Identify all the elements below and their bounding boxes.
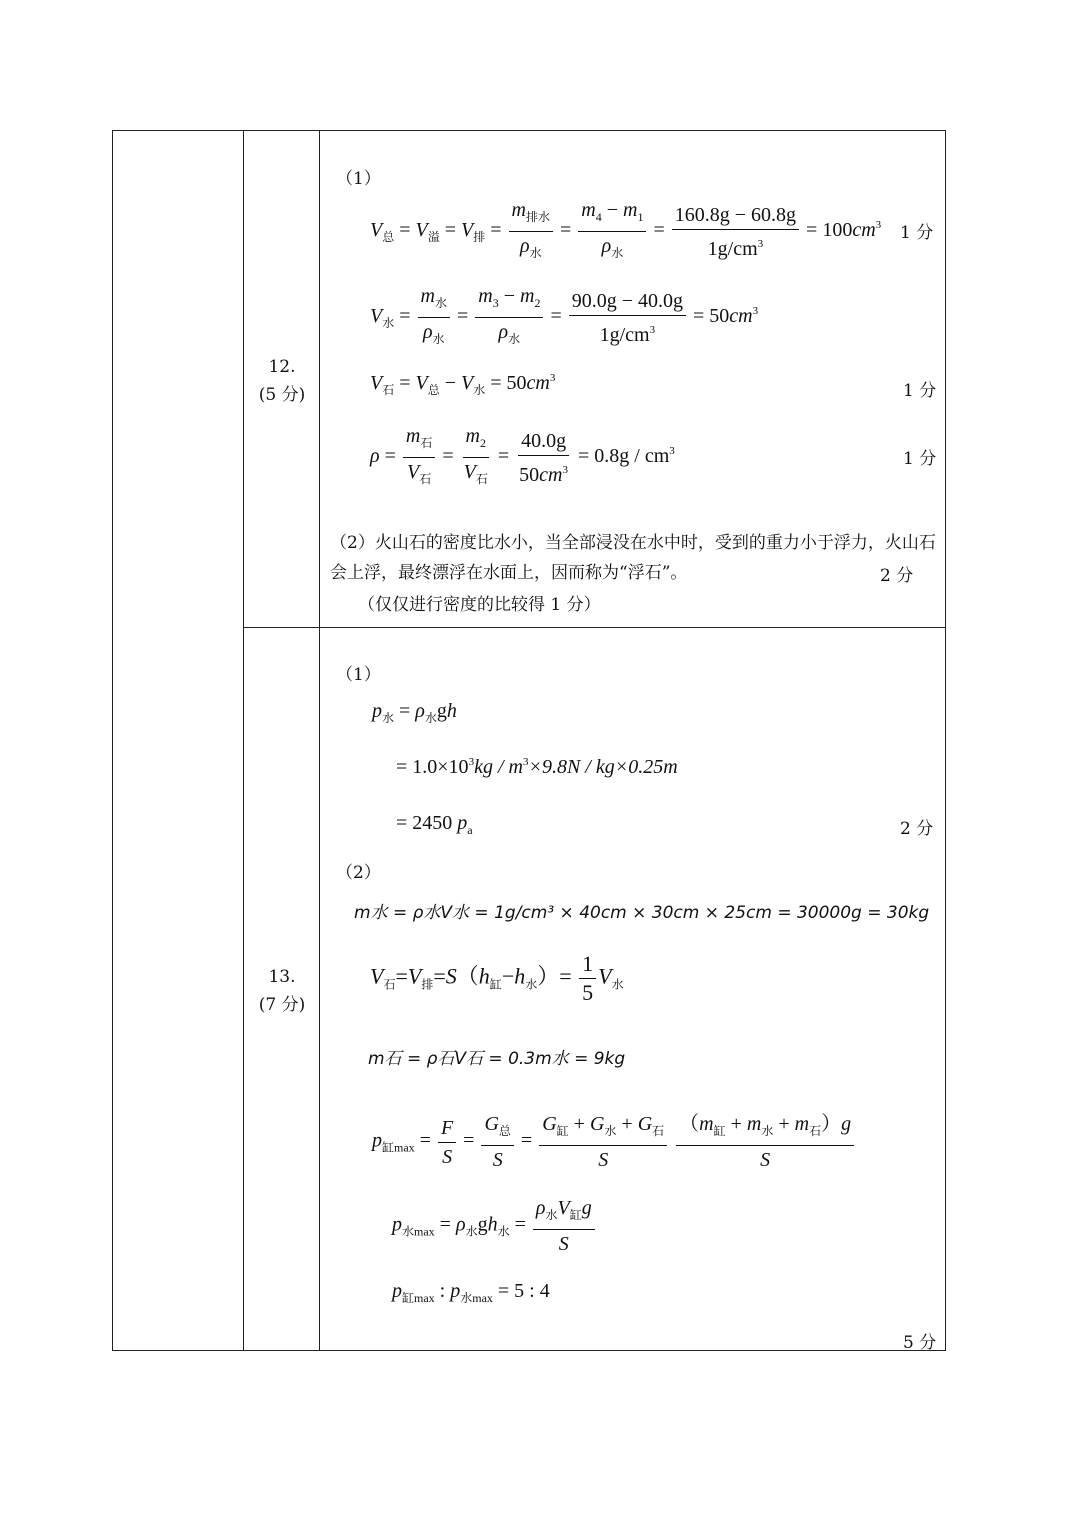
q12-eq2: $V_水$ = $\frac{m_水}{\rho_水}$ = $\frac{m_3 - m_2}{\rho_水}$ = $\frac{90.0g - 40.0g}{1g/cm^3}$ = $50cm^3$ xyxy=(370,285,759,346)
q13-score-1: 2 分 xyxy=(900,819,934,839)
q12-number: 12. xyxy=(268,357,296,377)
q13-eq-mass-stone: m石 = ρ石V石 = 0.3m水 = 9kg xyxy=(368,1049,626,1069)
q12-eq1-result: 100 xyxy=(822,219,853,242)
q13-pressure-calc: = $1.0\times 10^3kg / m^3\times 9.8N / kg\times 0.25m$ xyxy=(396,756,678,778)
q13-number: 13. xyxy=(268,967,296,987)
q13-pressure-result: = 2450 $p_a$ xyxy=(396,812,473,837)
q13-score-final: 5 分 xyxy=(903,1333,937,1353)
q13-points: (7 分) xyxy=(258,995,306,1015)
q12-eq1-num: 160.8g − 60.8g xyxy=(672,203,799,230)
q12-part1-label: （1） xyxy=(336,169,381,189)
q13-eq-tank-pressure: $p_{缸max}$ = $\frac{F}{S}$ = $\frac{G_总}{S}$ = $\frac{G_缸 + G_水 + G_石}{S}$ $\frac{(m_缸 + m_水 + m_石)g}{S}$ xyxy=(372,1112,856,1172)
q12-eq2-result: 50 xyxy=(709,305,730,328)
q12-eq1: $V_总 = V_溢 = V_排$ = $\frac{m_{排水}}{\rho_水}$ = $\frac{m_4 - m_1}{\rho_水}$ = $\frac{160.8g - 60.8g}{1g/cm^3}$ = $100cm^3$ xyxy=(370,199,882,260)
q13-line3: = 2450 xyxy=(396,812,453,834)
q13-pressure-formula: $p_水 = \rho_水gh$ xyxy=(372,700,457,725)
q13-number-cell xyxy=(244,963,320,1019)
q13-line2b: kg / m xyxy=(474,756,523,778)
q12-number-cell xyxy=(244,353,320,409)
q12-eq3-result: 50 xyxy=(506,372,527,394)
q12-part2-text: （2）火山石的密度比水小，当全部浸没在水中时，受到的重力小于浮力，火山石会上浮，最终漂浮在水面上，因而称为“浮石”。 xyxy=(330,533,936,583)
q12-eq1-den: 1g/cm xyxy=(707,237,758,260)
q12-score-3: 1 分 xyxy=(903,449,937,469)
q12-eq4-den: 50 xyxy=(519,463,540,486)
column-divider-1 xyxy=(243,131,244,1350)
column-divider-2 xyxy=(319,131,320,1350)
q12-part2-score: 2 分 xyxy=(880,566,914,586)
q12-eq4-result: 0.8g / cm xyxy=(594,445,670,468)
q13-part2-label: （2） xyxy=(336,863,381,883)
q13-eq-ratio: $p_{缸max}$ : $p_{水max} = 5$ : 4 xyxy=(392,1280,550,1305)
q13-eq-volume-stone: $V_石=V_排=S(h_缸-h_水)=$ $\frac{1}{5}$ $V_水$ xyxy=(370,951,624,1005)
row-divider xyxy=(243,627,945,628)
q13-part1-label: （1） xyxy=(336,665,381,685)
q13-line2: = 1.0×10 xyxy=(396,756,469,778)
q13-line2c: ×9.8N / kg×0.25m xyxy=(528,756,678,778)
q12-eq2-num: 90.0g − 40.0g xyxy=(569,289,686,316)
q12-score-1: 1 分 xyxy=(900,223,934,243)
q12-eq2-den: 1g/cm xyxy=(599,323,650,346)
q13-eq-water-pressure: $p_{水max} = \rho_水gh_水$ = $\frac{\rho_水V_缸g}{S}$ xyxy=(392,1196,597,1256)
q12-score-2: 1 分 xyxy=(903,381,937,401)
q13-eq-mass-water: m水 = ρ水V水 = 1g/cm³ × 40cm × 30cm × 25cm = 30000g = 30kg xyxy=(354,903,930,923)
q12-eq3: $V_石 = V_总 - V_水 = 50cm^3$ xyxy=(370,372,556,397)
q12-points: (5 分) xyxy=(258,385,306,405)
q12-eq4: ρ = $\frac{m_石}{V_石}$ = $\frac{m_2}{V_石}$ = $\frac{40.0g}{50cm^3}$ = $0.8g / cm^3$ xyxy=(370,425,675,486)
q12-eq4-num: 40.0g xyxy=(518,429,569,456)
q12-part2-note: （仅仅进行密度的比较得 1 分） xyxy=(358,595,601,615)
q13-ratio: = 5 : 4 xyxy=(497,1280,550,1302)
